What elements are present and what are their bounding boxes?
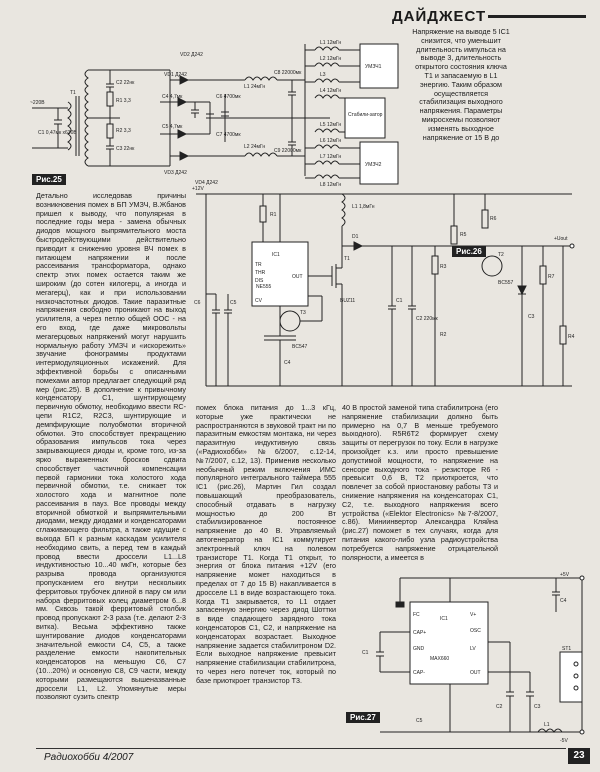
fig25-c5-label: C5 4,7мк: [162, 124, 183, 130]
fig25-c3-label: C3 22нк: [116, 146, 135, 152]
fig27-ic1-label: IC1: [440, 616, 448, 622]
fig26-r7-label: R7: [548, 274, 555, 280]
fig26-r3-label: R3: [440, 264, 447, 270]
fig25-umzch2-label: УМЗЧ2: [365, 162, 382, 168]
fig26-t1-label: T1: [344, 256, 350, 262]
fig25-l1a-label: L1 24мГн: [244, 84, 266, 90]
fig25-vd1-label: VD1 Д242: [164, 72, 187, 78]
fig25-c8-label: C8 22000мк: [274, 70, 302, 76]
fig26-pin-thr: THR: [255, 270, 266, 276]
fig26-bc547-label: BC547: [292, 344, 308, 350]
figure-27-label: Рис.27: [346, 712, 380, 723]
fig27-c1-label: C1: [362, 650, 369, 656]
fig26-r6-label: R6: [490, 216, 497, 222]
fig26-pin-out: OUT: [292, 274, 303, 280]
fig26-v12-label: +12V: [192, 186, 204, 192]
fig25-l4-label: L4 12мГн: [320, 88, 342, 94]
fig26-c2-label: C2 220мк: [416, 316, 438, 322]
fig27-pin-fc: FC: [413, 612, 420, 618]
fig26-c3-label: C3: [528, 314, 535, 320]
section-header: [392, 6, 592, 26]
fig26-pin-tr: TR: [255, 262, 262, 268]
figure-25-schematic: [30, 36, 415, 186]
fig27-max660-label: MAX660: [430, 656, 450, 662]
fig26-r4-label: R4: [568, 334, 575, 340]
fig25-l2-label: L2 12мГн: [320, 56, 342, 62]
fig26-bc557-label: BC557: [498, 280, 514, 286]
fig27-pin-out: OUT: [470, 670, 481, 676]
fig26-ic1-label: IC1: [272, 252, 280, 258]
fig26-r2-label: R2: [440, 332, 447, 338]
fig27-c5-label: C5: [416, 718, 423, 724]
page-number: 23: [568, 748, 590, 764]
fig25-block-label: Стабили-затор: [348, 112, 383, 118]
fig25-c4-label: C4 4,7мк: [162, 94, 183, 100]
fig25-c1-label: C1 0,47мк х630В: [38, 130, 77, 136]
fig25-vd4-label: VD4 Д242: [195, 180, 218, 186]
fig25-c2-label: C2 22нк: [116, 80, 135, 86]
fig26-ne555-label: NE555: [256, 284, 272, 290]
fig25-l6-label: L6 12мГн: [320, 138, 342, 144]
fig27-v5n-label: -5V: [560, 738, 568, 744]
fig27-pin-vp: V+: [470, 612, 477, 618]
figure-26-schematic: [192, 186, 590, 396]
fig26-c1-label: C1: [396, 298, 403, 304]
fig25-c6-label: C6 4700мк: [216, 94, 241, 100]
fig27-pin-osc: OSC: [470, 628, 481, 634]
fig25-vd2-label: VD2 Д242: [180, 52, 203, 58]
fig27-l1-label: L1: [544, 722, 550, 728]
fig26-r1-label: R1: [270, 212, 277, 218]
fig25-c9-label: C9 22000мк: [274, 148, 302, 154]
fig26-r5-label: R5: [460, 232, 467, 238]
fig25-r2-label: R2 3,3: [116, 128, 131, 134]
fig27-pin-gnd: GND: [413, 646, 425, 652]
fig27-pin-capn: CAP-: [413, 670, 425, 676]
fig27-st1-label: ST1: [562, 646, 572, 652]
header-rule: [488, 15, 586, 18]
fig27-pin-capp: CAP+: [413, 630, 427, 636]
fig25-l3-label: L3: [320, 72, 326, 78]
fig26-c5-label: C5: [230, 300, 237, 306]
right-column-text: 40 В простой заменой типа стабилитрона (его напряжение стабилизации должно быть примерно на 0,7 В меньше требуемого выходного). R5R6T2 формирует схему защиты от перегрузок по току. Если в нагрузке произойдет к.з. или просто превышение допустимой мощности, то напряжение на сенсоре выходного тока - резисторе R6 - превысит 0,6 В, T2 приоткроется, что повлечет за собой приостановку работы T3 и снижение напряжения на конденсаторах C1, C2, т.е. выходного напряжения всего устройства («Elektor Electronics» №7-8/2007, с.86). Миниинвертор Александра Кляйна (рис.27) поможет в тех случаях, когда для питания какого-либо узла радиоустройства потребуется напряжение отрицательной полярности, а имеется в: [342, 404, 498, 562]
fig25-l1-label: L1 12мГн: [320, 40, 342, 46]
section-title: ДАЙДЖЕСТ: [392, 8, 487, 25]
figure-25-label: Рис.25: [32, 174, 66, 185]
fig25-l8-label: L8 12мГн: [320, 182, 342, 188]
fig25-vd3-label: VD3 Д242: [164, 170, 187, 176]
fig26-t3-label: T3: [300, 310, 306, 316]
fig26-c4-label: C4: [284, 360, 291, 366]
fig26-d1-label: D1: [352, 234, 359, 240]
fig27-v5p-label: +5V: [560, 572, 570, 578]
fig25-r1-label: R1 3,3: [116, 98, 131, 104]
fig27-pin-lv: LV: [470, 646, 476, 652]
fig27-c3-label: C3: [534, 704, 541, 710]
middle-column-text: помех блока питания до 1...3 кГц, которые уже практически не распространяются в звуковой тракт ни по паразитным емкостям монтажа, ни через паразитную индуктивную связь («Радиохобби» №6/2007, с.12-14, №7/2007, с.12, 13). Применив несколько необычный режим включения ИМС популярного интегрального таймера 555 IC1 (рис.26), Мартин Гил создал повышающий преобразователь, способный отдавать в нагрузку мощностью до 200 Вт стабилизированное постоянное напряжение до 40 В. Управляемый автогенератор на IC1 коммутирует электронный ключ на полевом транзисторе T1. Когда T1 открыт, то энергия от блока питания +12V (его напряжение может находиться в пределах от 7 до 15 В) накапливается в дросселе L1 в виде возрастающего тока. Когда T1 закрывается, то L1 отдает запасенную энергию через диод Шоттки в виде спадающего зарядного тока конденсаторов C1, C2, и напряжение на конденсаторах возрастает. Выходное напряжение задается стабилитроном D2. Если выходное напряжение превысит напряжение стабилизации стабилитрона, то через него потечет ток, который по базе приоткроет транзистор T3.: [196, 404, 336, 685]
fig26-t2-label: T2: [498, 252, 504, 258]
fig25-t1-label: T1: [70, 90, 76, 96]
footer-magazine: Радиохобби 4/2007: [44, 752, 134, 763]
fig25-l7-label: L7 12мГн: [320, 154, 342, 160]
fig26-l1-label: L1 1,8мГн: [352, 204, 375, 210]
fig26-buz11-label: BUZ11: [340, 298, 356, 304]
fig27-c4-label: C4: [560, 598, 567, 604]
fig25-input-label: ~220В: [30, 100, 45, 106]
fig25-l2a-label: L2 24мГн: [244, 144, 266, 150]
fig26-pin-cv: CV: [255, 298, 262, 304]
fig26-c6-label: C6: [194, 300, 201, 306]
figure-27-schematic: [360, 572, 592, 748]
fig26-uout-label: +Uout: [554, 236, 568, 242]
fig27-c2-label: C2: [496, 704, 503, 710]
left-column-text: Детально исследовав причины возникновения помех в БП УМЗЧ, В.Жбанов пришел к выводу, что популярная в последние годы мера - замена обычных диодов мощного выпрямительного моста быстродействующими действительно приводит к снижению уровня ВЧ помех в питающем напряжении и после рассеивания трансформатора, однако спектр этих помех остается таким же широким (до сотен килогерц, а иногда и мегагерц), как и при использовании низкочастотных диодов. Такие паразитные напряжения свободно проникают на выход усилителя, а через петлю общей ООС - на его вход, где даже микровольты мегагерцовых напряжений могут нарушить нормальную работу УМЗЧ и «искорежить» звучание фонограммы продуктами интермодуляционных искажений. Для эффективной борьбы с описанными помехами автор предлагает следующий ряд мер (рис.25). В дополнение к привычному конденсатору C1, шунтирующему первичную обмотку, необходимо ввести RC-цепи R1C2, R2C3, шунтирующие и демпфирующие полуобмотки вторичной обмотки. Это способствует прекращению образования импульсов тока через закрывающиеся диоды и, кроме того, из-за ярко выраженных бросков сдвига способствует частичной компенсации первой гармоники тока холостого хода первичной обмотки, т.е. снижает ток холостого хода и магнитное поле рассеивания в пауз. Все проводы между вторичной обмоткой и выпрямительными диодами, между диодами и конденсаторами сглаживающего фильтра, а также идущие с выхода БП к разным каскадам усилителя необходимо свить, а перед тем в каждый провод ввести дроссели L1...L8 индуктивностью 10...40 мкГн, которые без разрыва провода организуются пропусканием его внутри нескольких ферритовых трубочек длиной в пару см или набора ферритовых колец диаметром 6...8 мм. Сквозь такой ферритовый столбик провод пропускают 2-3 раза (т.е. делают 2-3 витка). Весьма эффективно также шунтирование диодов конденсаторами значительной емкости C4, C5, а также разделение емкости накопительных конденсаторов на меньшую C6, C7 (10...20%) и основную C8, C9 части, между которыми размещаются вышеназванные дроссели L1, L2. Упомянутые меры позволяют сузить спектр: [36, 192, 186, 702]
fig25-c7-label: C7 4700мк: [216, 132, 241, 138]
figure-26-label: Рис.26: [452, 246, 486, 257]
footer-rule: [36, 748, 566, 749]
fig25-umzch1-label: УМЗЧ1: [365, 64, 382, 70]
top-right-text: Напряжение на выводе 5 IC1 снизится, что уменьшит длительность импульса на выводе 3, длительность открытого состояния ключа Т1 и запасаемую в L1 энергию. Таким образом осуществляется стабилизация выходного напряжения. Параметры микросхемы позволяют изменять выходное напряжение от 15 В до: [412, 28, 510, 142]
fig25-l5-label: L5 12мГн: [320, 122, 342, 128]
fig26-pin-dis: DIS: [255, 278, 264, 284]
